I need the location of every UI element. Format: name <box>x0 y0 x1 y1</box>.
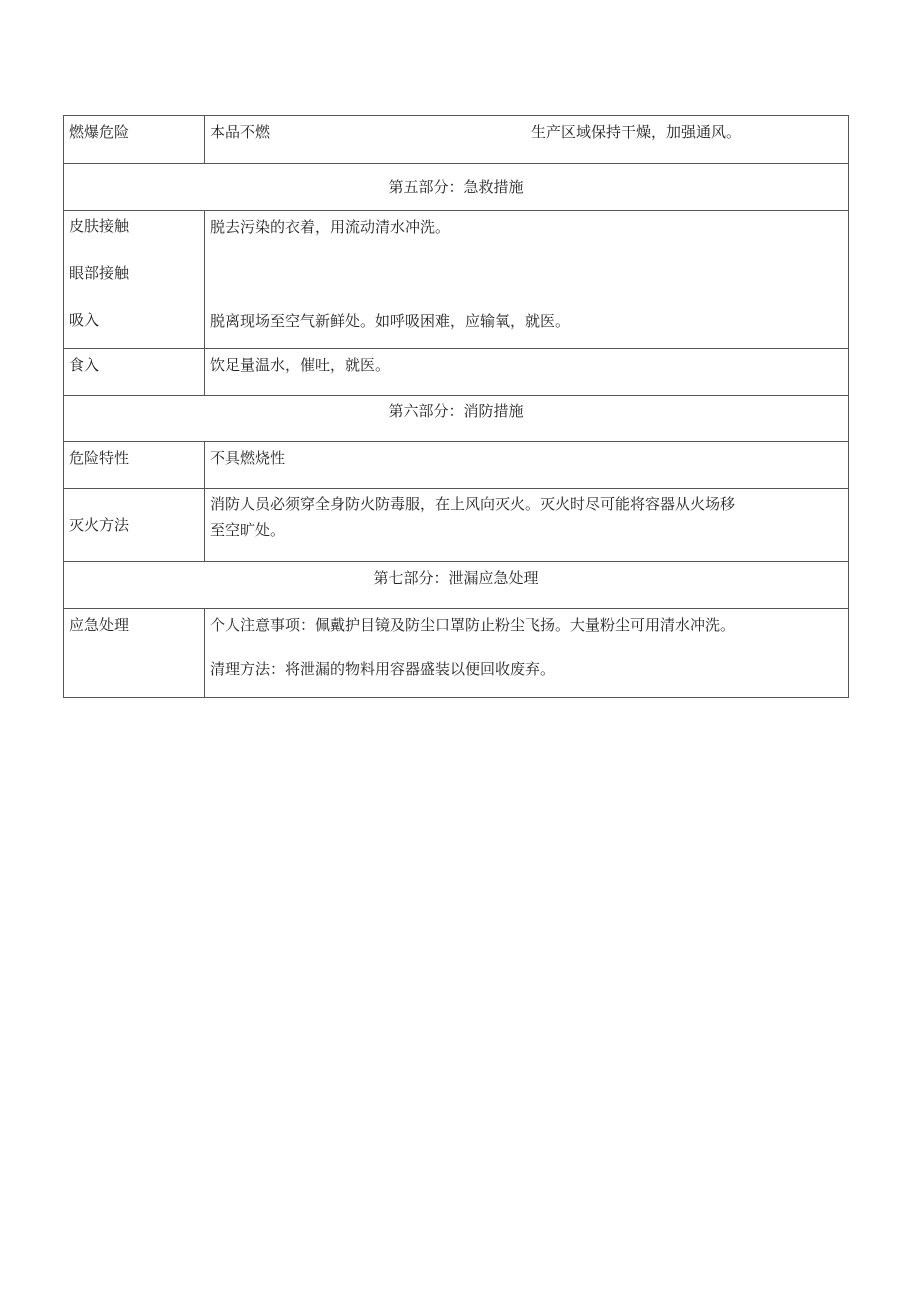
section-5-title: 第五部分：急救措施 <box>388 178 524 196</box>
content-cell <box>205 116 849 164</box>
emergency-line-2: 清理方法：将泄漏的物料用容器盛装以便回收废弃。 <box>210 660 556 678</box>
eye-contact-label: 眼部接触 <box>69 264 130 282</box>
row-extinguish <box>64 489 849 562</box>
section-6-title: 第六部分：消防措施 <box>388 402 524 420</box>
section-header-5 <box>64 164 849 211</box>
section-header-7 <box>64 562 849 609</box>
content-cell <box>205 349 849 396</box>
extinguish-label: 灭火方法 <box>69 516 130 534</box>
row-ingestion <box>64 349 849 396</box>
skin-contact-content: 脱去污染的衣着，用流动清水冲洗。 <box>210 218 451 236</box>
fire-hazard-content: 本品不燃 <box>210 123 271 141</box>
label-cell <box>64 116 205 164</box>
section-cell <box>64 164 849 211</box>
hazard-property-label: 危险特性 <box>69 449 130 467</box>
fire-hazard-note: 生产区域保持干燥，加强通风。 <box>531 123 742 141</box>
content-cell <box>205 211 849 349</box>
row-first-aid <box>64 211 849 349</box>
label-cell <box>64 489 205 562</box>
section-7-title: 第七部分：泄漏应急处理 <box>373 569 539 587</box>
ingestion-label: 食入 <box>69 356 100 374</box>
emergency-line-1: 个人注意事项：佩戴护目镜及防尘口罩防止粉尘飞扬。大量粉尘可用清水冲洗。 <box>210 616 736 634</box>
label-cell <box>64 609 205 698</box>
content-cell <box>205 609 849 698</box>
section-header-6 <box>64 396 849 442</box>
extinguish-line-2: 至空旷处。 <box>210 521 286 539</box>
emergency-label: 应急处理 <box>69 616 130 634</box>
row-fire-hazard <box>64 116 849 164</box>
extinguish-line-1: 消防人员必须穿全身防火防毒服，在上风向灭火。灭火时尽可能将容器从火场移 <box>210 495 736 513</box>
label-cell <box>64 211 205 349</box>
label-cell <box>64 349 205 396</box>
hazard-property-content: 不具燃烧性 <box>210 449 286 467</box>
fire-hazard-label: 燃爆危险 <box>69 123 130 141</box>
content-cell <box>205 442 849 489</box>
section-cell <box>64 562 849 609</box>
row-hazard-property <box>64 442 849 489</box>
content-cell <box>205 489 849 562</box>
row-emergency <box>64 609 849 698</box>
ingestion-content: 饮足量温水，催吐，就医。 <box>210 356 391 374</box>
label-cell <box>64 442 205 489</box>
skin-contact-label: 皮肤接触 <box>69 217 130 235</box>
msds-table <box>63 115 849 698</box>
inhalation-label: 吸入 <box>69 311 100 329</box>
inhalation-content: 脱离现场至空气新鲜处。如呼吸困难，应输氧，就医。 <box>210 312 571 330</box>
section-cell <box>64 396 849 442</box>
